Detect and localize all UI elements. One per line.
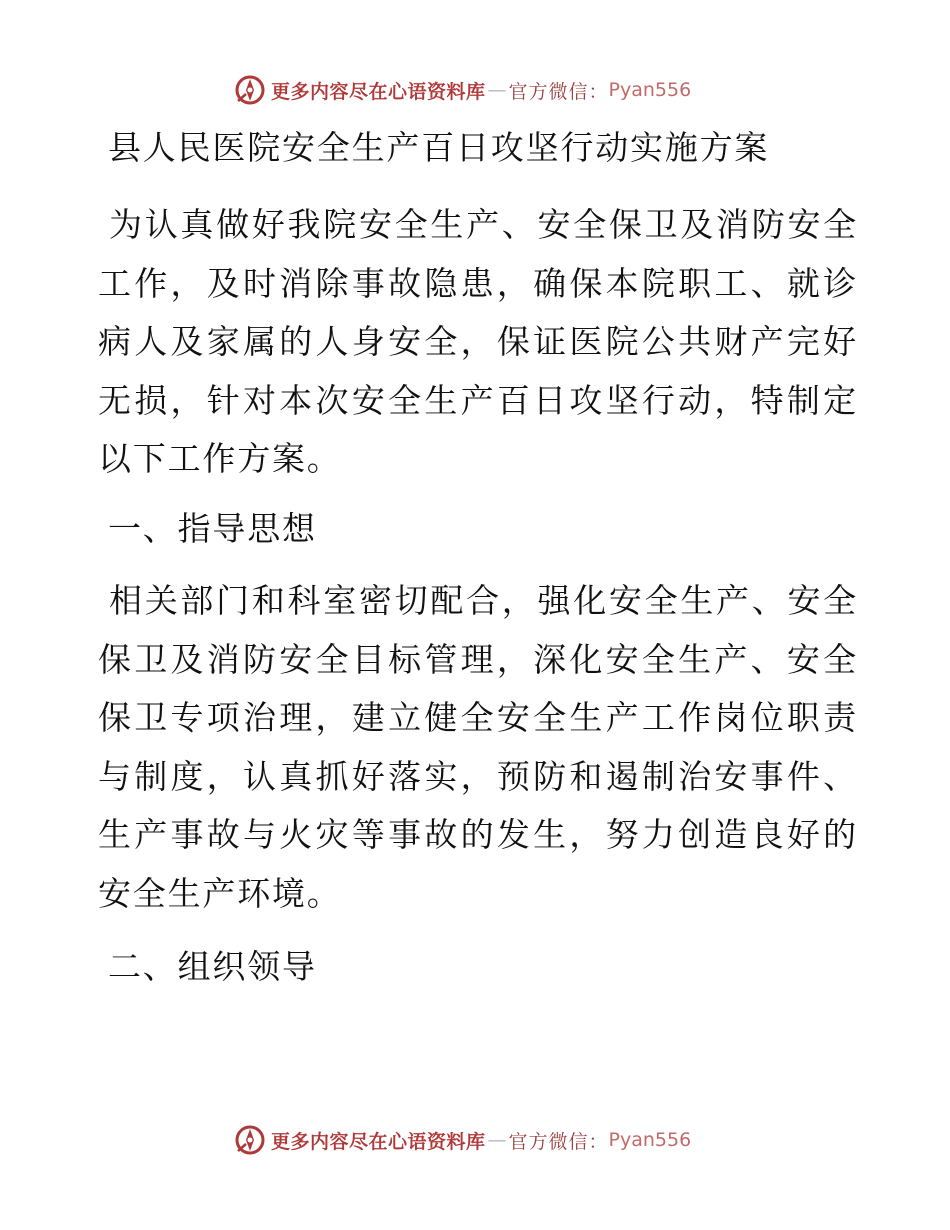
watermark-wechat-id: Pyan556 [608,1129,692,1151]
watermark-wechat-id: Pyan556 [608,79,692,101]
watermark-wechat-label: 官方微信： [508,1130,609,1153]
guiding-ideology-paragraph-text: 相关部门和科室密切配合，强化安全生产、安全保卫及消防安全目标管理，深化安全生产、安全保卫专项治理，建立健全安全生产工作岗位职责与制度，认真抓好落实，预防和遏制治安事件、生产事故与火灾等事故的发生，努力创造良好的安全生产环境。 [98,581,858,913]
pen-logo-icon [234,74,266,106]
document-title: 县人民医院安全生产百日攻坚行动实施方案 [108,128,770,167]
intro-paragraph-text: 为认真做好我院安全生产、安全保卫及消防安全工作，及时消除事故隐患，确保本院职工、就诊病人及家属的人身安全，保证医院公共财产完好无损，针对本次安全生产百日攻坚行动，特制定以下工作方案。 [98,205,858,478]
intro-paragraph [98,196,858,489]
watermark-wechat-label: 官方微信： [508,80,609,103]
section-heading-guiding-ideology: 一、指导思想 [108,509,317,548]
section-heading-organization-leadership: 二、组织领导 [108,947,317,986]
watermark-dash: — [487,1129,507,1151]
footer-watermark-banner [234,1122,691,1158]
pen-logo-icon [234,1124,266,1156]
watermark-dash: — [487,79,507,101]
watermark-text: 更多内容尽在心语资料库 [271,80,486,103]
watermark-text: 更多内容尽在心语资料库 [271,1130,486,1153]
header-watermark-banner [234,72,691,108]
guiding-ideology-paragraph [98,572,858,923]
